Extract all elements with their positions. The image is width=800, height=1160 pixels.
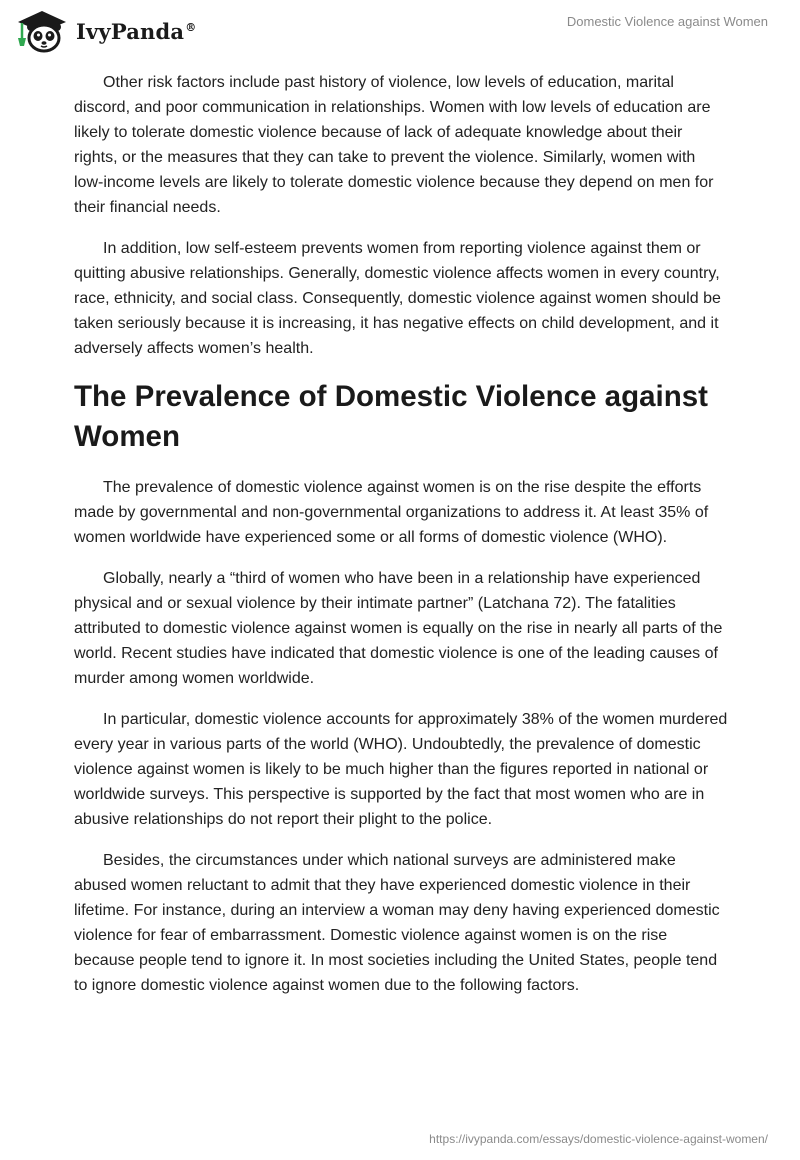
panda-graduate-icon xyxy=(14,8,70,54)
section-heading: The Prevalence of Domestic Violence against Women xyxy=(74,380,708,453)
paragraph: In particular, domestic violence accounts for approximately 38% of the women murdered every year in various parts of the world (WHO). Undoubtedly, the prevalence of domestic violence against women is likely to be much higher than the figures reported in national or worldwide surveys. This perspective is supported by the fact that most women who are in abusive relationships do not report their plight to the police. xyxy=(74,711,728,828)
registered-mark: ® xyxy=(185,20,197,34)
paragraph: Globally, nearly a “third of women who have been in a relationship have experienced physical and or sexual violence by their intimate partner” (Latchana 72). The fatalities attributed to domestic violence against women is equally on the rise in nearly all parts of the world. Recent studies have indicated that domestic violence is one of the leading causes of murder among women worldwide. xyxy=(74,570,723,687)
page-header xyxy=(0,0,800,60)
paragraph: Besides, the circumstances under which national surveys are administered make abused women reluctant to admit that they have experienced domestic violence in their lifetime. For instance, during an interview a woman may deny having experienced domestic violence for fear of embarrassment. Domestic violence against women is on the rise because people tend to ignore it. In most societies including the United States, people tend to ignore domestic violence against women due to the following factors. xyxy=(74,852,720,994)
paragraph: In addition, low self-esteem prevents women from reporting violence against them or quitting abusive relationships. Generally, domestic violence affects women in every country, race, ethnicity, and social class. Consequently, domestic violence against women should be taken seriously because it is increasing, it has negative effects on child development, and it adversely affects women’s health. xyxy=(74,240,721,357)
source-url[interactable]: https://ivypanda.com/essays/domestic-violence-against-women/ xyxy=(429,1132,768,1146)
ivypanda-logo[interactable] xyxy=(14,8,196,54)
paragraph: Other risk factors include past history of violence, low levels of education, marital discord, and poor communication in relationships. Women with low levels of education are likely to tolerate domestic violence because of lack of adequate knowledge about their rights, or the measures that they can take to prevent the violence. Similarly, women with low-income levels are likely to tolerate domestic violence because they depend on men for their financial needs. xyxy=(74,74,714,216)
brand-name: IvyPanda® xyxy=(76,18,197,44)
paragraph: The prevalence of domestic violence against women is on the rise despite the efforts made by governmental and non-governmental organizations to address it. At least 35% of women worldwide have experienced some or all forms of domestic violence (WHO). xyxy=(74,479,709,546)
document-title: Domestic Violence against Women xyxy=(566,14,768,29)
essay-content xyxy=(74,70,729,1014)
